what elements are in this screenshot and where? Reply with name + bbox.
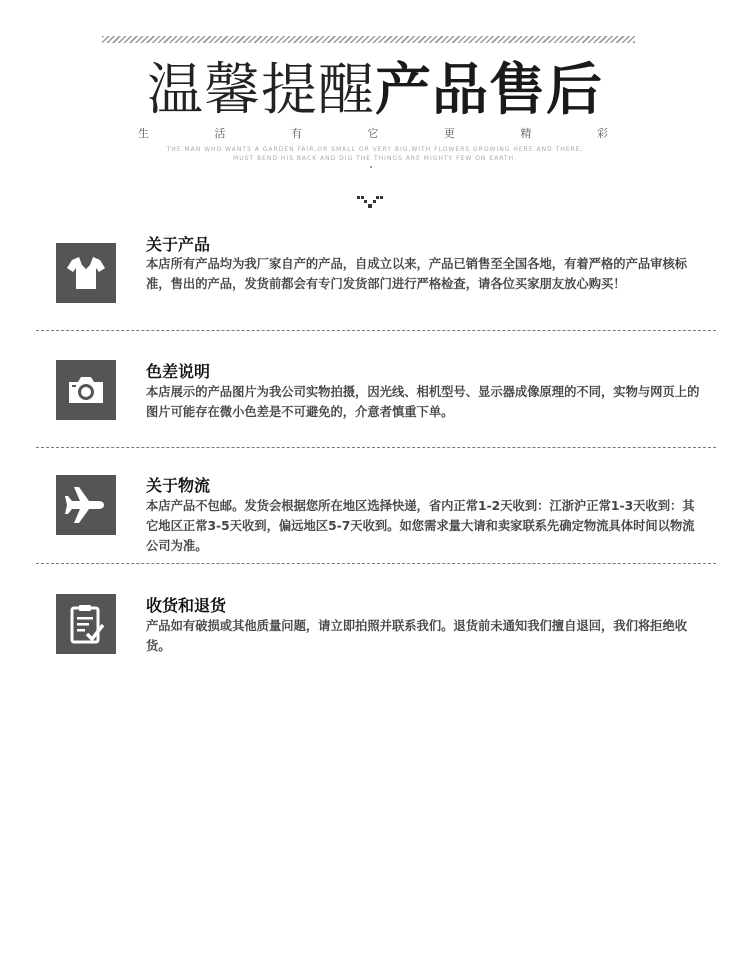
section-body-product: 本店所有产品均为我厂家自产的产品，自成立以来，产品已销售至全国各地，有着严格的产品审核标准，售出的产品，发货前都会有专门发货部门进行严格检查，请各位买家朋友放心购买！ [146, 257, 688, 291]
page-title [0, 56, 750, 126]
logistics-icon-box [56, 475, 116, 535]
section-title-product: 关于产品 [146, 235, 211, 254]
subtitle [138, 125, 608, 141]
subtitle-char: 有 [291, 127, 302, 140]
airplane-icon [64, 485, 108, 525]
header-stripe-divider [102, 36, 635, 43]
english-tagline [110, 145, 640, 163]
english-tagline-line1: THE MAN WHO WANTS A GARDEN FAIR,OR SMALL OR VERY BIG,WITH FLOWERS GROWING HERE AND THERE, [166, 146, 584, 153]
color-icon-box [56, 360, 116, 420]
section-divider [36, 563, 716, 564]
clipboard-check-icon [67, 603, 105, 645]
section-title-logistics: 关于物流 [146, 476, 211, 495]
section-title-returns: 收货和退货 [146, 596, 227, 615]
tshirt-icon [66, 255, 106, 291]
subtitle-char: 它 [367, 127, 379, 140]
product-icon-box [56, 243, 116, 303]
section-body-color: 本店展示的产品图片为我公司实物拍摄，因光线、相机型号、显示器成像原理的不同，实物与网页上的图片可能存在微小色差是不可避免的，介意者慎重下单。 [146, 385, 700, 419]
page-title-light: 温馨提醒 [147, 58, 375, 123]
section-divider [36, 447, 716, 448]
decorative-dot [370, 166, 372, 168]
subtitle-char: 精 [520, 127, 532, 140]
chevron-pixel-icon [355, 195, 385, 211]
page-title-bold: 产品售后 [375, 58, 603, 123]
section-body-returns: 产品如有破损或其他质量问题，请立即拍照并联系我们。退货前未通知我们擅自退回，我们将拒绝收货。 [146, 619, 688, 653]
subtitle-char: 活 [214, 127, 226, 140]
section-divider [36, 330, 716, 331]
subtitle-char: 生 [138, 127, 149, 140]
subtitle-char: 更 [444, 127, 455, 140]
subtitle-char: 彩 [597, 127, 608, 140]
camera-icon [66, 374, 106, 406]
section-title-color: 色差说明 [146, 362, 211, 381]
return-icon-box [56, 594, 116, 654]
section-body-logistics: 本店产品不包邮。发货会根据您所在地区选择快递，省内正常1-2天收到：江浙沪正常1-3天收到：其它地区正常3-5天收到，偏远地区5-7天收到。如您需求量大请和卖家联系先确定物流具体时间以物流公司为准。 [146, 499, 695, 553]
english-tagline-line2: MUST BEND HIS BACK AND DIG THE THINGS ARE MIGHTY FEW ON EARTH. [233, 155, 517, 162]
